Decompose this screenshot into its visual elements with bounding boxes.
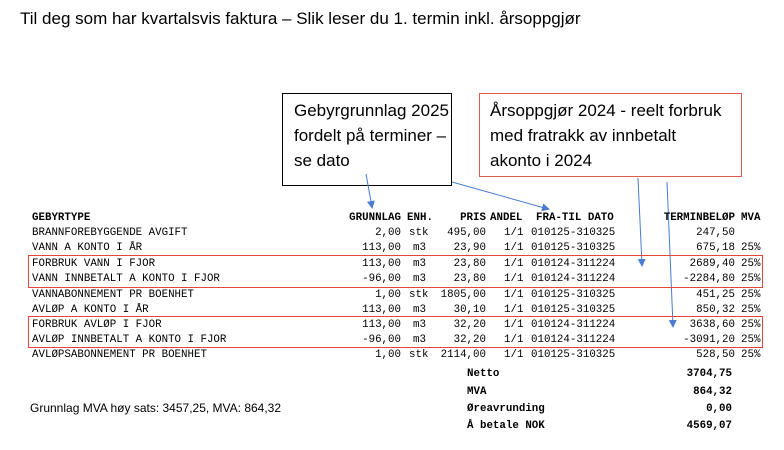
cell-pris: 30,10 (453, 304, 486, 316)
cell-enh: m3 (413, 273, 426, 285)
cell-enh: stk (409, 349, 429, 361)
cell-belop: 850,32 (696, 304, 735, 316)
total-value-mva: 864,32 (693, 386, 732, 398)
total-value-betale: 4569,07 (686, 420, 732, 432)
col-grunnlag: GRUNNLAG (349, 212, 401, 224)
cell-andel: 1/1 (504, 304, 524, 316)
col-terminbelop: TERMINBELØP (663, 212, 735, 224)
col-mva: MVA (741, 212, 761, 224)
mva-note: Grunnlag MVA høy sats: 3457,25, MVA: 864,32 (30, 401, 282, 415)
total-label-netto: Netto (467, 368, 500, 380)
cell-grunnlag: 113,00 (362, 242, 401, 254)
cell-pris: 2114,00 (440, 349, 486, 361)
cell-type: AVLØP A KONTO I ÅR (32, 304, 149, 316)
cell-grunnlag: 113,00 (362, 304, 401, 316)
cell-enh: stk (409, 289, 429, 301)
cell-type: AVLØPSABONNEMENT PR BOENHET (32, 349, 207, 361)
cell-grunnlag: -96,00 (362, 334, 401, 346)
cell-andel: 1/1 (504, 273, 524, 285)
cell-mva: 25% (741, 334, 761, 346)
total-label-oreavrunding: Øreavrunding (467, 403, 545, 415)
cell-dato: 010125-310325 (531, 304, 616, 316)
cell-belop: 675,18 (696, 242, 735, 254)
total-label-mva: MVA (467, 386, 487, 398)
arrow-to-grunnlag (366, 174, 372, 207)
cell-pris: 1805,00 (440, 289, 486, 301)
arrow-to-forbruk-avlop (667, 182, 673, 326)
cell-belop: 2689,40 (689, 258, 735, 270)
cell-dato: 010125-310325 (531, 242, 616, 254)
cell-type: VANN INNBETALT A KONTO I FJOR (32, 273, 220, 285)
highlight-vann-arsoppgjor (28, 255, 763, 288)
total-value-oreavrunding: 0,00 (706, 403, 732, 415)
cell-type: FORBRUK VANN I FJOR (32, 258, 156, 270)
cell-andel: 1/1 (504, 319, 524, 331)
cell-enh: m3 (413, 304, 426, 316)
cell-andel: 1/1 (504, 349, 524, 361)
cell-andel: 1/1 (504, 289, 524, 301)
cell-grunnlag: 2,00 (375, 227, 401, 239)
cell-dato: 010124-311224 (531, 258, 616, 270)
cell-belop: 3638,60 (689, 319, 735, 331)
cell-pris: 23,90 (453, 242, 486, 254)
callout-line: Gebyrgrunnlag 2025 (294, 101, 450, 120)
cell-belop: 247,50 (696, 227, 735, 239)
arrow-to-dato (452, 182, 548, 209)
cell-pris: 495,00 (447, 227, 486, 239)
cell-pris: 23,80 (453, 273, 486, 285)
cell-mva: 25% (741, 349, 761, 361)
cell-enh: m3 (413, 242, 426, 254)
cell-pris: 23,80 (453, 258, 486, 270)
cell-mva: 25% (741, 242, 761, 254)
cell-mva: 25% (741, 319, 761, 331)
cell-enh: m3 (413, 258, 426, 270)
cell-dato: 010125-310325 (531, 227, 616, 239)
callout-line: fordelt på terminer – (294, 126, 447, 145)
col-fra-til: FRA-TIL DATO (536, 212, 614, 224)
cell-enh: m3 (413, 334, 426, 346)
cell-mva: 25% (741, 273, 761, 285)
cell-enh: stk (409, 227, 429, 239)
cell-mva: 25% (741, 258, 761, 270)
col-pris: PRIS (460, 212, 486, 224)
cell-belop: -2284,80 (683, 273, 735, 285)
col-andel: ANDEL (490, 212, 523, 224)
page-title: Til deg som har kvartalsvis faktura – Slik leser du 1. termin inkl. årsoppgjør (20, 9, 581, 28)
cell-belop: 451,25 (696, 289, 735, 301)
total-label-betale: Å betale NOK (467, 420, 545, 432)
col-gebyrtype: GEBYRTYPE (32, 212, 91, 224)
cell-dato: 010124-311224 (531, 273, 616, 285)
cell-grunnlag: 1,00 (375, 289, 401, 301)
arrow-to-forbruk-vann (638, 178, 642, 265)
cell-type: FORBRUK AVLØP I FJOR (32, 319, 162, 331)
highlight-avlop-arsoppgjor (28, 316, 763, 348)
cell-dato: 010124-311224 (531, 319, 616, 331)
cell-type: VANNABONNEMENT PR BOENHET (32, 289, 194, 301)
cell-andel: 1/1 (504, 242, 524, 254)
cell-type: AVLØP INNBETALT A KONTO I FJOR (32, 334, 227, 346)
cell-pris: 32,20 (453, 319, 486, 331)
cell-type: VANN A KONTO I ÅR (32, 242, 143, 254)
cell-grunnlag: 1,00 (375, 349, 401, 361)
callout-line: Årsoppgjør 2024 - reelt forbruk (490, 101, 722, 120)
cell-mva: 25% (741, 304, 761, 316)
cell-andel: 1/1 (504, 258, 524, 270)
cell-enh: m3 (413, 319, 426, 331)
col-enh: ENH. (407, 212, 433, 224)
cell-dato: 010124-311224 (531, 334, 616, 346)
cell-grunnlag: -96,00 (362, 273, 401, 285)
cell-dato: 010125-310325 (531, 289, 616, 301)
callout-line: akonto i 2024 (490, 151, 593, 170)
cell-andel: 1/1 (504, 227, 524, 239)
total-value-netto: 3704,75 (686, 368, 732, 380)
cell-mva: 25% (741, 289, 761, 301)
cell-dato: 010125-310325 (531, 349, 616, 361)
cell-grunnlag: 113,00 (362, 258, 401, 270)
callout-line: se dato (294, 151, 350, 170)
cell-belop: 528,50 (696, 349, 735, 361)
cell-pris: 32,20 (453, 334, 486, 346)
cell-andel: 1/1 (504, 334, 524, 346)
callout-line: med fratrakk av innbetalt (490, 126, 677, 145)
cell-type: BRANNFOREBYGGENDE AVGIFT (32, 227, 188, 239)
cell-belop: -3091,20 (683, 334, 735, 346)
cell-grunnlag: 113,00 (362, 319, 401, 331)
